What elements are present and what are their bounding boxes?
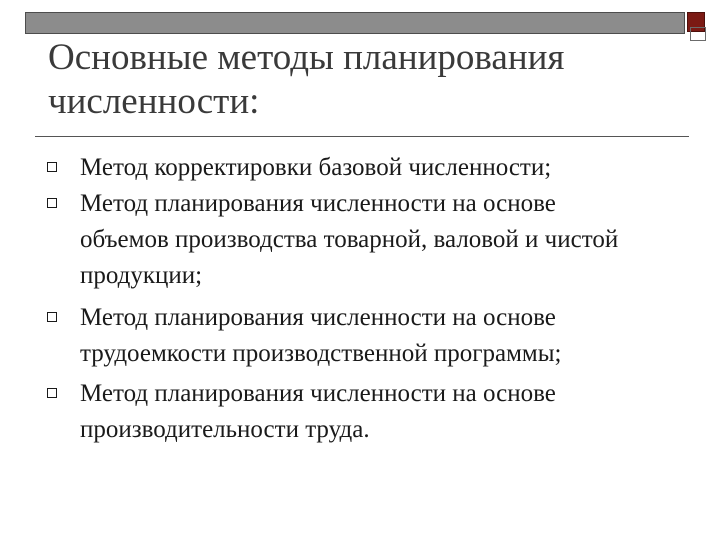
bullet-text: Метод корректировки базовой численности;: [80, 154, 552, 181]
top-decor-bar: [25, 12, 685, 34]
title-divider: [35, 136, 689, 137]
bullet-text: Метод планирования численности на основе трудоемкости производственной программы;: [80, 304, 562, 367]
square-bullet-icon: [47, 388, 57, 398]
accent-square-outline: [690, 27, 706, 41]
bullet-text: Метод планирования численности на основе объемов производства товарной, валовой и чистой продукции;: [80, 190, 619, 289]
square-bullet-icon: [47, 162, 57, 172]
square-bullet-icon: [47, 312, 57, 322]
square-bullet-icon: [47, 198, 57, 208]
slide-title: Основные методы планирования численности:: [48, 37, 565, 122]
bullet-text: Метод планирования численности на основе производительности труда.: [80, 380, 556, 443]
